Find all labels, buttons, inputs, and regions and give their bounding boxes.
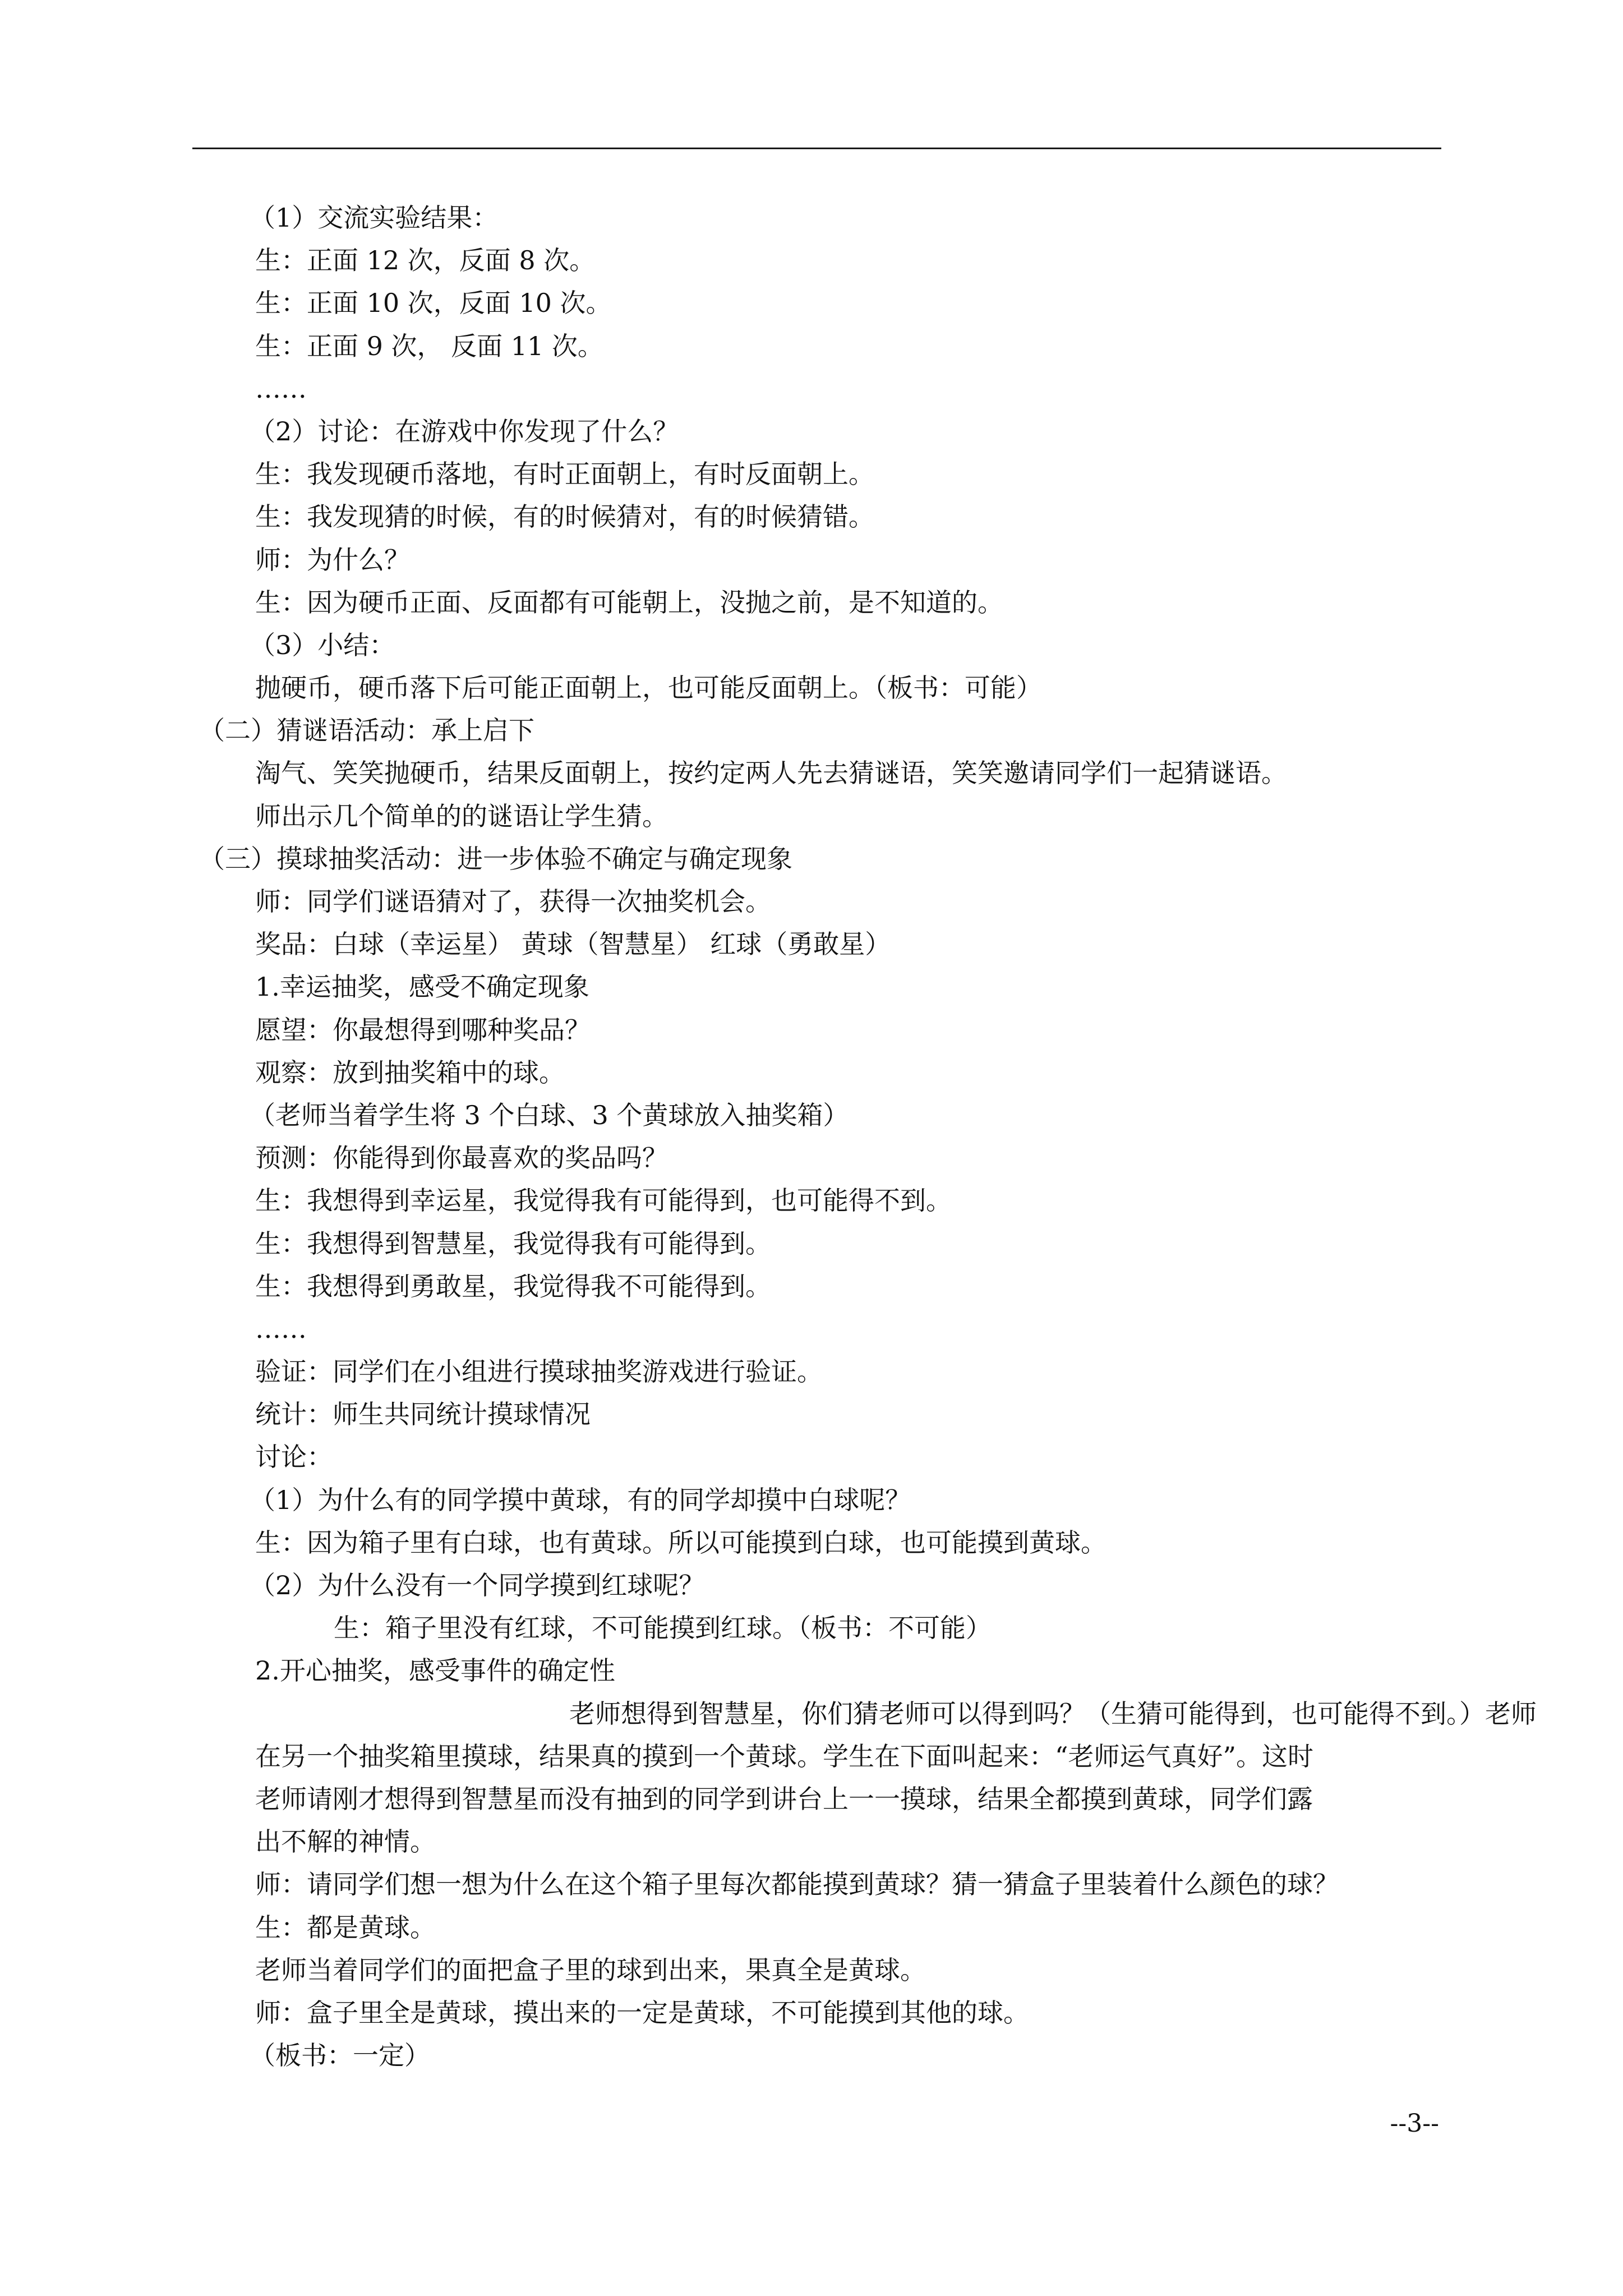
text-line: 师：请同学们想一想为什么在这个箱子里每次都能摸到黄球？猜一猜盒子里装着什么颜色的球？ bbox=[255, 1869, 1339, 1900]
page-number: --3-- bbox=[1390, 2109, 1439, 2138]
text-line: （1）为什么有的同学摸中黄球，有的同学却摸中白球呢？ bbox=[250, 1484, 911, 1515]
text-line: …… bbox=[255, 1313, 307, 1344]
text-line: 生：我发现猜的时候，有的时候猜对，有的时候猜错。 bbox=[255, 501, 874, 532]
text-line: 生：我想得到幸运星，我觉得我有可能得到，也可能得不到。 bbox=[255, 1185, 952, 1216]
text-line: （1）交流实验结果： bbox=[250, 203, 499, 233]
text-line: 师：盒子里全是黄球，摸出来的一定是黄球，不可能摸到其他的球。 bbox=[255, 1997, 1029, 2028]
text-line: （3）小结： bbox=[250, 629, 395, 660]
text-line: （2）讨论：在游戏中你发现了什么？ bbox=[250, 416, 679, 447]
text-line: 统计：师生共同统计摸球情况 bbox=[255, 1399, 591, 1430]
text-line: 师出示几个简单的的谜语让学生猜。 bbox=[255, 800, 668, 831]
text-line: 生：正面 12 次，反面 8 次。 bbox=[255, 245, 596, 276]
text-line: （板书：一定） bbox=[250, 2040, 430, 2071]
text-line: 生：因为箱子里有白球，也有黄球。所以可能摸到白球，也可能摸到黄球。 bbox=[255, 1527, 1106, 1558]
section-heading: （三）摸球抽奖活动：进一步体验不确定与确定现象 bbox=[199, 843, 792, 874]
paragraph-line: 老师请刚才想得到智慧星而没有抽到的同学到讲台上一一摸球，结果全都摸到黄球，同学们露 bbox=[255, 1783, 1313, 1814]
text-line: 生：我想得到勇敢星，我觉得我不可能得到。 bbox=[255, 1271, 771, 1301]
text-line: 观察：放到抽奖箱中的球。 bbox=[255, 1057, 565, 1088]
text-line: 生：正面 9 次， 反面 11 次。 bbox=[255, 330, 603, 361]
paragraph-line: 老师想得到智慧星，你们猜老师可以得到吗？（生猜可能得到，也可能得不到。）老师 bbox=[569, 1698, 1537, 1729]
paragraph-line: 出不解的神情。 bbox=[255, 1826, 436, 1857]
text-line: 讨论： bbox=[255, 1442, 333, 1473]
text-line: （2）为什么没有一个同学摸到红球呢？ bbox=[250, 1570, 705, 1600]
text-line: 抛硬币，硬币落下后可能正面朝上，也可能反面朝上。（板书：可能） bbox=[255, 673, 1042, 703]
document-body bbox=[199, 196, 1537, 2077]
text-line: 奖品：白球（幸运星） 黄球（智慧星） 红球（勇敢星） bbox=[255, 929, 891, 960]
text-line: 师：为什么？ bbox=[255, 544, 410, 575]
text-line: 愿望：你最想得到哪种奖品？ bbox=[255, 1014, 591, 1045]
text-line: （老师当着学生将 3 个白球、3 个黄球放入抽奖箱） bbox=[250, 1099, 849, 1130]
text-line: 验证：同学们在小组进行摸球抽奖游戏进行验证。 bbox=[255, 1356, 823, 1387]
text-line: 1.幸运抽奖，感受不确定现象 bbox=[255, 972, 589, 1002]
text-line: …… bbox=[255, 373, 307, 404]
text-line: 师：同学们谜语猜对了，获得一次抽奖机会。 bbox=[255, 886, 771, 917]
text-line: 生：都是黄球。 bbox=[255, 1912, 436, 1943]
text-line: 淘气、笑笑抛硬币，结果反面朝上，按约定两人先去猜谜语，笑笑邀请同学们一起猜谜语。 bbox=[255, 758, 1287, 789]
text-line: 生：因为硬币正面、反面都有可能朝上，没抛之前，是不知道的。 bbox=[255, 587, 1003, 618]
header-rule bbox=[192, 148, 1441, 149]
text-line: 生：我想得到智慧星，我觉得我有可能得到。 bbox=[255, 1228, 771, 1259]
text-line: 生：正面 10 次，反面 10 次。 bbox=[255, 288, 612, 319]
text-line: 2.开心抽奖，感受事件的确定性 bbox=[255, 1655, 615, 1686]
paragraph-line: 在另一个抽奖箱里摸球，结果真的摸到一个黄球。学生在下面叫起来：“老师运气真好”。这时 bbox=[255, 1741, 1314, 1772]
text-line: 老师当着同学们的面把盒子里的球到出来，果真全是黄球。 bbox=[255, 1954, 926, 1985]
section-heading: （二）猜谜语活动：承上启下 bbox=[199, 715, 534, 746]
text-line: 生：箱子里没有红球，不可能摸到红球。（板书：不可能） bbox=[334, 1613, 992, 1644]
text-line: 生：我发现硬币落地，有时正面朝上，有时反面朝上。 bbox=[255, 459, 874, 490]
text-line: 预测：你能得到你最喜欢的奖品吗？ bbox=[255, 1143, 668, 1174]
